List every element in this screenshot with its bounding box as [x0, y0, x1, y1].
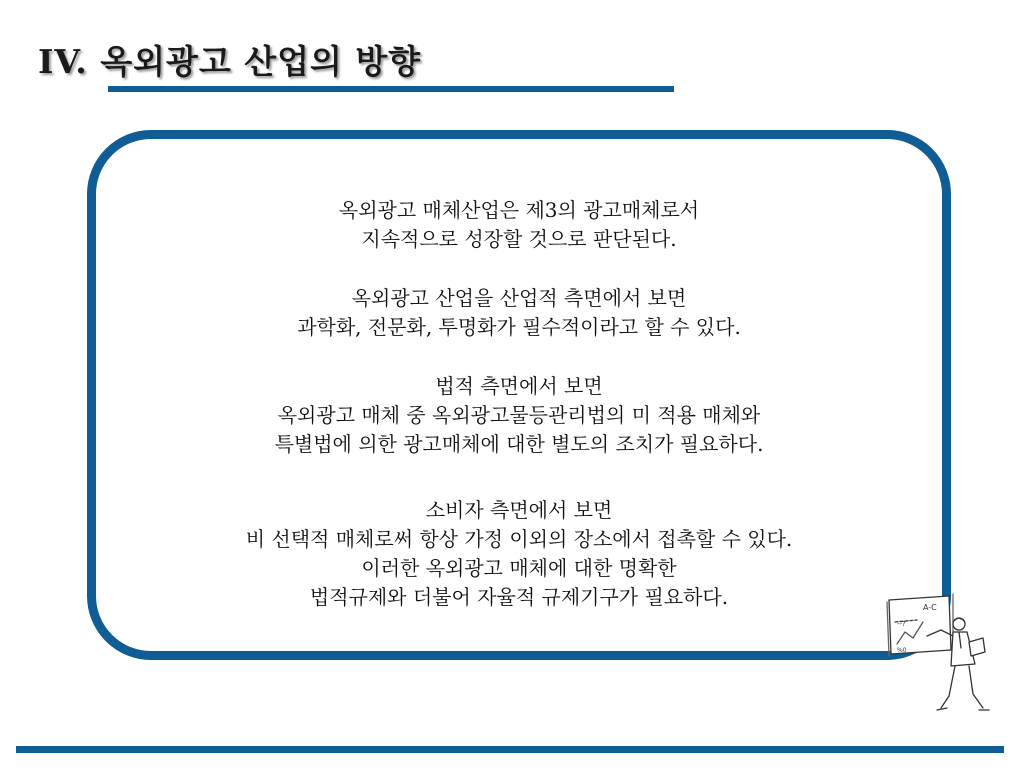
footer-bar	[16, 746, 1004, 753]
paragraph-growth	[96, 196, 942, 254]
paragraph-line: 지속적으로 성장할 것으로 판단된다.	[361, 227, 677, 251]
paragraph-line: 옥외광고 산업을 산업적 측면에서 보면	[351, 286, 687, 310]
paragraph-line: 법적 측면에서 보면	[435, 374, 603, 398]
paragraph-consumer	[96, 496, 942, 612]
paragraph-line: 옥외광고 매체산업은 제3의 광고매체로서	[338, 198, 700, 222]
paragraph-line: 법적규제와 더불어 자율적 규제기구가 필요하다.	[309, 585, 729, 609]
paragraph-industry	[96, 284, 942, 342]
slide-title: IV. 옥외광고 산업의 방향	[38, 42, 422, 81]
paragraph-line: 소비자 측면에서 보면	[425, 498, 613, 522]
paragraph-line: 특별법에 의한 광고매체에 대한 별도의 조치가 필요하다.	[274, 432, 764, 456]
board-text: A-C	[923, 603, 937, 612]
board-number: %0	[897, 647, 907, 654]
paragraph-line: 이러한 옥외광고 매체에 대한 명확한	[361, 556, 677, 580]
paragraph-line: 비 선택적 매체로써 항상 가정 이외의 장소에서 접촉할 수 있다.	[245, 527, 793, 551]
paragraph-legal	[96, 372, 942, 459]
content-box	[87, 130, 951, 660]
paragraph-line: 옥외광고 매체 중 옥외광고물등관리법의 미 적용 매체와	[277, 403, 761, 427]
paragraph-line: 과학화, 전문화, 투명화가 필수적이라고 할 수 있다.	[297, 315, 741, 339]
presenter-clipart-icon	[883, 592, 995, 720]
board-marks: --?	[897, 620, 906, 628]
title-underline	[108, 86, 674, 92]
